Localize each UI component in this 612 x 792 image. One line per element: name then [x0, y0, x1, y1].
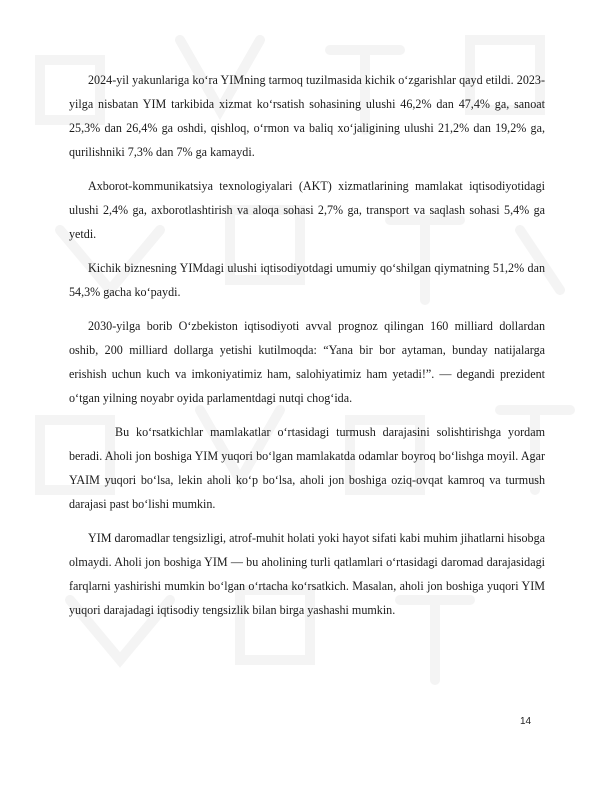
paragraph-living-standards: Bu ko‘rsatkichlar mamlakatlar o‘rtasidagi turmush darajasini solishtirishga yordam beradi. Aholi jon boshiga YIM yuqori bo‘lgan mamlakatda odamlar boyroq bo‘lishga moyil. Agar YAIM yuqori bo‘lsa, lekin aholi ko‘p bo‘lsa, aholi jon boshiga oziq-ovqat kamroq va turmush darajasi past bo‘lishi mumkin.	[69, 425, 545, 511]
paragraph-small-business: Kichik biznesning YIMdagi ulushi iqtisodiyotdagi umumiy qo‘shilgan qiymatning 51,2% dan 54,3% gacha ko‘paydi.	[69, 261, 545, 299]
document-body	[69, 68, 545, 632]
paragraph-gdp-limitations: YIM daromadlar tengsizligi, atrof-muhit holati yoki hayot sifati kabi muhim jihatlarni hisobga olmaydi. Aholi jon boshiga YIM — bu aholining turli qatlamlari o‘rtasidagi daromad darajasidagi farqlarni yashirishi mumkin bo‘lgan o‘rtacha ko‘rsatkich. Masalan, aholi jon boshiga yuqori YIM yuqori darajadagi iqtisodiy tengsizlik bilan birga yashashi mumkin.	[69, 531, 545, 617]
paragraph-2030-forecast: 2030-yilga borib O‘zbekiston iqtisodiyoti avval prognoz qilingan 160 milliard dollardan oshib, 200 milliard dollarga yetishi kutilmoqda: “Yana bir bor aytaman, bunday natijalarga erishish uchun kuch va imkoniyatimiz ham, salohiyatimiz ham yetadi!”. — degandi prezident o‘tgan yilning noyabr oyida parlamentdagi nutqi chog‘ida.	[69, 319, 545, 405]
paragraph-gdp-structure: 2024-yil yakunlariga ko‘ra YIMning tarmoq tuzilmasida kichik o‘zgarishlar qayd etildi. 2023-yilga nisbatan YIM tarkibida xizmat ko‘rsatish sohasining ulushi 46,2% dan 47,4% ga, sanoat 25,3% dan 26,4% ga oshdi, qishloq, o‘rmon va baliq xo‘jaligining ulushi 21,2% dan 19,2% ga, qurilishniki 7,3% dan 7% ga kamaydi.	[69, 73, 545, 159]
page-number: 14	[520, 716, 532, 727]
paragraph-ict-share: Axborot-kommunikatsiya texnologiyalari (AKT) xizmatlarining mamlakat iqtisodiyotidagi ulushi 2,4% ga, axborotlashtirish va aloqa sohasi 2,7% ga, transport va saqlash sohasi 5,4% ga yetdi.	[69, 179, 545, 241]
